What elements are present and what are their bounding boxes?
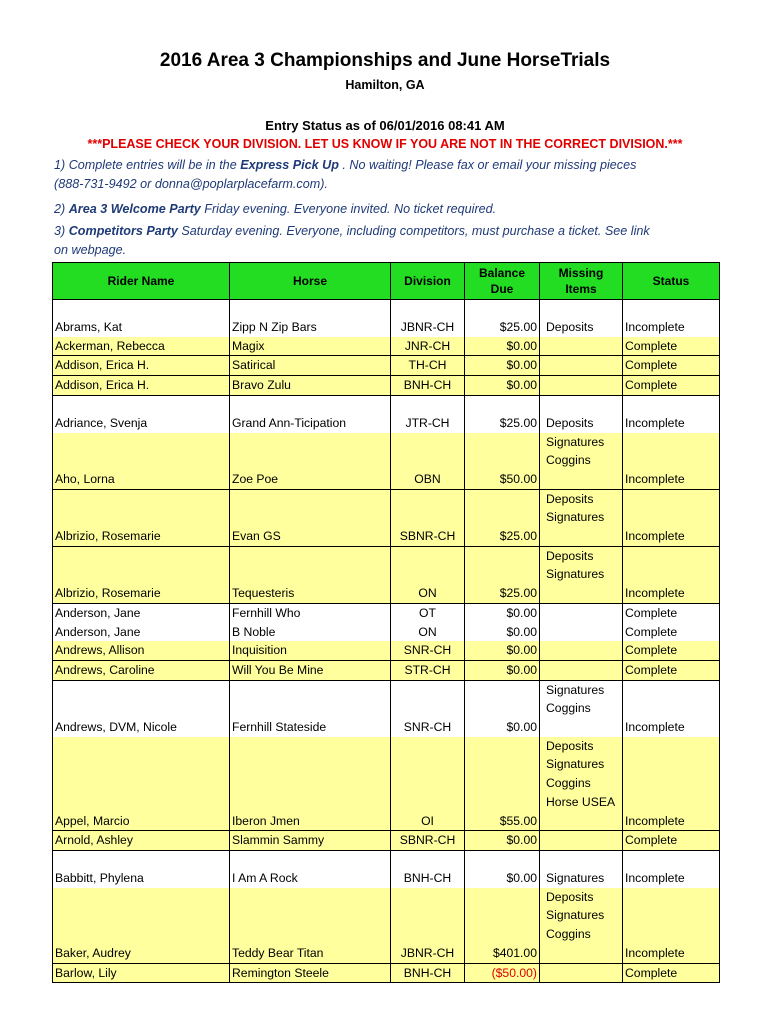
status-cell: Incomplete <box>623 888 720 963</box>
status-cell: Incomplete <box>623 546 720 603</box>
col-horse: Horse <box>230 263 391 300</box>
table-row <box>53 623 720 642</box>
balance-due-cell: $0.00 <box>465 623 540 642</box>
table-row <box>53 546 720 603</box>
division-cell: OI <box>391 737 465 831</box>
table-row <box>53 489 720 546</box>
balance-due-cell: $0.00 <box>465 376 540 396</box>
missing-item: Coggins <box>546 453 591 468</box>
status-cell: Incomplete <box>623 737 720 831</box>
status-cell: Complete <box>623 623 720 642</box>
balance-due-cell: $25.00 <box>465 546 540 603</box>
status-cell: Complete <box>623 831 720 851</box>
horse-cell: Zipp N Zip Bars <box>230 318 391 337</box>
rider-name-cell: Baker, Audrey <box>53 888 230 963</box>
missing-item: Signatures <box>546 567 605 582</box>
horse-cell: Tequesteris <box>230 546 391 603</box>
horse-cell: Fernhill Who <box>230 603 391 622</box>
missing-items-cell <box>540 831 623 851</box>
missing-item: Signatures <box>546 682 605 697</box>
balance-due-cell: $25.00 <box>465 489 540 546</box>
status-cell: Incomplete <box>623 489 720 546</box>
missing-item: Signatures <box>546 510 605 525</box>
table-row <box>53 660 720 680</box>
status-cell: Incomplete <box>623 433 720 490</box>
balance-due-cell: $50.00 <box>465 433 540 490</box>
missing-items-cell <box>540 489 623 546</box>
rider-name-cell: Addison, Erica H. <box>53 376 230 396</box>
horse-cell: Fernhill Stateside <box>230 680 391 737</box>
missing-items-cell <box>540 546 623 603</box>
horse-cell: Slammin Sammy <box>230 831 391 851</box>
rider-name-cell: Ackerman, Rebecca <box>53 337 230 356</box>
division-cell: JBNR-CH <box>391 318 465 337</box>
status-cell: Complete <box>623 641 720 660</box>
missing-items-cell <box>540 641 623 660</box>
table-row <box>53 337 720 356</box>
entry-status-line: Entry Status as of 06/01/2016 08:41 AM <box>265 118 505 133</box>
balance-due-cell: ($50.00) <box>465 963 540 983</box>
missing-items-cell <box>540 433 623 490</box>
status-cell: Complete <box>623 376 720 396</box>
horse-cell: Grand Ann-Ticipation <box>230 414 391 433</box>
horse-cell: Bravo Zulu <box>230 376 391 396</box>
balance-due-cell: $25.00 <box>465 414 540 433</box>
table-header-row <box>53 263 720 300</box>
table-row <box>53 680 720 737</box>
division-cell: JTR-CH <box>391 414 465 433</box>
missing-item: Deposits <box>546 548 594 563</box>
horse-cell: I Am A Rock <box>230 869 391 888</box>
missing-item: Coggins <box>546 927 591 942</box>
missing-items-cell <box>540 376 623 396</box>
balance-due-cell: $0.00 <box>465 869 540 888</box>
missing-item: Deposits <box>546 738 594 753</box>
horse-cell: B Noble <box>230 623 391 642</box>
status-cell: Complete <box>623 660 720 680</box>
division-cell: ON <box>391 623 465 642</box>
division-cell: OBN <box>391 433 465 490</box>
rider-name-cell: Andrews, DVM, Nicole <box>53 680 230 737</box>
missing-item: Signatures <box>546 870 605 885</box>
col-balance-due: Balance Due <box>465 263 540 300</box>
rider-name-cell: Andrews, Allison <box>53 641 230 660</box>
rider-name-cell: Albrizio, Rosemarie <box>53 489 230 546</box>
missing-items-cell <box>540 337 623 356</box>
horse-cell: Satirical <box>230 356 391 376</box>
missing-item: Deposits <box>546 320 594 334</box>
missing-items-cell <box>540 869 623 888</box>
division-cell: SBNR-CH <box>391 489 465 546</box>
division-cell: JNR-CH <box>391 337 465 356</box>
rider-name-cell: Arnold, Ashley <box>53 831 230 851</box>
missing-items-cell <box>540 888 623 963</box>
division-cell: BNH-CH <box>391 869 465 888</box>
division-cell: SNR-CH <box>391 680 465 737</box>
division-cell: JBNR-CH <box>391 888 465 963</box>
table-row <box>53 376 720 396</box>
status-cell: Complete <box>623 963 720 983</box>
division-cell: TH-CH <box>391 356 465 376</box>
status-cell: Incomplete <box>623 414 720 433</box>
horse-cell: Magix <box>230 337 391 356</box>
horse-cell: Inquisition <box>230 641 391 660</box>
rider-name-cell: Andrews, Caroline <box>53 660 230 680</box>
table-spacer <box>53 395 720 414</box>
status-cell: Incomplete <box>623 869 720 888</box>
missing-items-cell <box>540 623 623 642</box>
missing-items-cell <box>540 356 623 376</box>
missing-item: Coggins <box>546 776 591 791</box>
balance-due-cell: $55.00 <box>465 737 540 831</box>
competitors-party-label: Competitors Party <box>68 224 178 238</box>
missing-items-cell <box>540 603 623 622</box>
division-warning: ***PLEASE CHECK YOUR DIVISION. LET US KNOW IF YOU ARE NOT IN THE CORRECT DIVISION.*** <box>87 137 683 151</box>
missing-item: Deposits <box>546 491 594 506</box>
balance-due-cell: $0.00 <box>465 337 540 356</box>
table-row <box>53 737 720 831</box>
express-pickup-label: Express Pick Up <box>240 158 339 172</box>
missing-item: Signatures <box>546 434 605 449</box>
horse-cell: Remington Steele <box>230 963 391 983</box>
missing-item: Signatures <box>546 757 605 772</box>
balance-due-cell: $0.00 <box>465 603 540 622</box>
rider-name-cell: Babbitt, Phylena <box>53 869 230 888</box>
missing-item: Horse USEA <box>546 794 616 809</box>
division-cell: BNH-CH <box>391 376 465 396</box>
missing-items-cell <box>540 680 623 737</box>
missing-items-cell <box>540 660 623 680</box>
division-cell: OT <box>391 603 465 622</box>
rider-name-cell: Appel, Marcio <box>53 737 230 831</box>
col-rider-name: Rider Name <box>53 263 230 300</box>
division-cell: SNR-CH <box>391 641 465 660</box>
status-cell: Incomplete <box>623 318 720 337</box>
col-division: Division <box>391 263 465 300</box>
missing-item: Deposits <box>546 415 594 430</box>
horse-cell: Teddy Bear Titan <box>230 888 391 963</box>
table-row <box>53 831 720 851</box>
missing-items-cell <box>540 963 623 983</box>
horse-cell: Iberon Jmen <box>230 737 391 831</box>
missing-items-cell <box>540 414 623 433</box>
balance-due-cell: $0.00 <box>465 641 540 660</box>
entry-status-table <box>52 262 720 983</box>
rider-name-cell: Aho, Lorna <box>53 433 230 490</box>
division-cell: STR-CH <box>391 660 465 680</box>
event-location: Hamilton, GA <box>345 78 425 92</box>
rider-name-cell: Barlow, Lily <box>53 963 230 983</box>
table-row <box>53 963 720 983</box>
status-cell: Complete <box>623 337 720 356</box>
table-body <box>53 300 720 983</box>
welcome-party-label: Area 3 Welcome Party <box>68 202 201 216</box>
table-row <box>53 356 720 376</box>
balance-due-cell: $0.00 <box>465 660 540 680</box>
table-row <box>53 641 720 660</box>
note-competitors-party: 3) Competitors Party Saturday evening. Everyone, including competitors, must purchase a ticket. See link on webpage. <box>54 224 650 257</box>
balance-due-cell: $0.00 <box>465 356 540 376</box>
division-cell: BNH-CH <box>391 963 465 983</box>
status-cell: Complete <box>623 356 720 376</box>
col-status: Status <box>623 263 720 300</box>
rider-name-cell: Addison, Erica H. <box>53 356 230 376</box>
table-row <box>53 603 720 622</box>
horse-cell: Evan GS <box>230 489 391 546</box>
table-row <box>53 414 720 433</box>
col-missing-items: Missing Items <box>540 263 623 300</box>
note-express-pickup: 1) Complete entries will be in the Express Pick Up . No waiting! Please fax or email your missing pieces (888-731-9492 or donna@poplarplacefarm.com). <box>54 158 637 191</box>
division-cell: ON <box>391 546 465 603</box>
table-row <box>53 318 720 337</box>
missing-item: Coggins <box>546 701 591 716</box>
horse-cell: Will You Be Mine <box>230 660 391 680</box>
division-cell: SBNR-CH <box>391 831 465 851</box>
table-spacer <box>53 850 720 869</box>
balance-due-cell: $0.00 <box>465 831 540 851</box>
page-title: 2016 Area 3 Championships and June HorseTrials <box>159 50 611 71</box>
rider-name-cell: Albrizio, Rosemarie <box>53 546 230 603</box>
rider-name-cell: Anderson, Jane <box>53 623 230 642</box>
note-welcome-party: 2) Area 3 Welcome Party Friday evening. Everyone invited. No ticket required. <box>54 202 497 216</box>
rider-name-cell: Anderson, Jane <box>53 603 230 622</box>
table-row <box>53 433 720 490</box>
status-cell: Incomplete <box>623 680 720 737</box>
missing-items-cell <box>540 737 623 831</box>
status-cell: Complete <box>623 603 720 622</box>
rider-name-cell: Abrams, Kat <box>53 318 230 337</box>
missing-items-cell <box>540 318 623 337</box>
balance-due-cell: $0.00 <box>465 680 540 737</box>
rider-name-cell: Adriance, Svenja <box>53 414 230 433</box>
table-row <box>53 869 720 888</box>
missing-item: Signatures <box>546 908 605 923</box>
missing-item: Deposits <box>546 889 594 904</box>
table-spacer <box>53 300 720 319</box>
table-row <box>53 888 720 963</box>
balance-due-cell: $401.00 <box>465 888 540 963</box>
balance-due-cell: $25.00 <box>465 318 540 337</box>
horse-cell: Zoe Poe <box>230 433 391 490</box>
